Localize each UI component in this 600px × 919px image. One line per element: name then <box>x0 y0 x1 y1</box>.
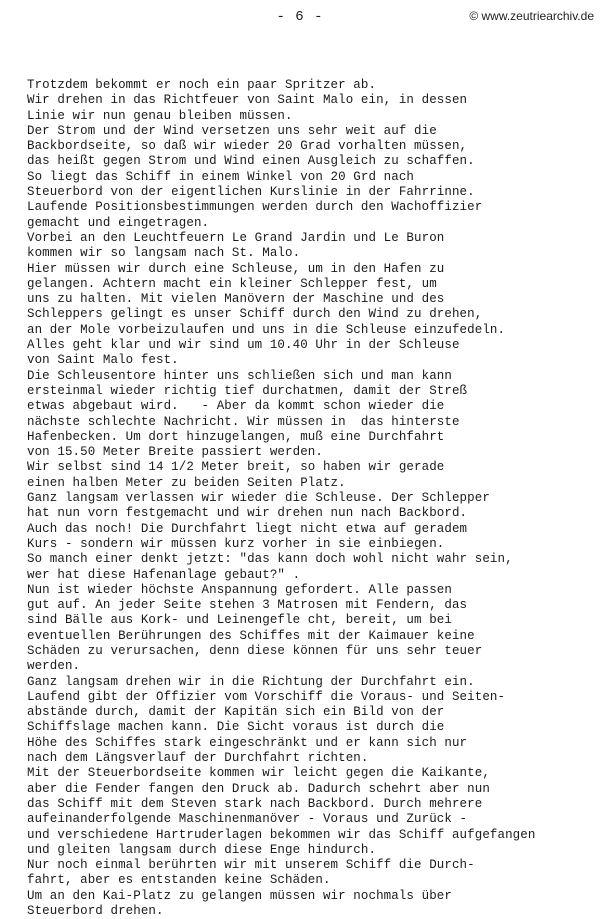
text-line: Wir drehen in das Richtfeuer von Saint Malo ein, in dessen <box>27 93 468 108</box>
text-line: Nur noch einmal berührten wir mit unserem Schiff die Durch- <box>27 858 475 873</box>
text-line: hat nun vorn festgemacht und wir drehen nun nach Backbord. <box>27 506 468 521</box>
text-line: Backbordseite, so daß wir wieder 20 Grad vorhalten müssen, <box>27 139 468 154</box>
text-line: Schleppers gelingt es unser Schiff durch den Wind zu drehen, <box>27 307 483 322</box>
text-line: ersteinmal wieder richtig tief durchatmen, damit der Streß <box>27 383 468 398</box>
text-line: etwas abgebaut wird. - Aber da kommt schon wieder die <box>27 399 445 414</box>
text-line: Schäden zu verursachen, denn diese können für uns sehr teuer <box>27 643 483 658</box>
text-line: Ganz langsam drehen wir in die Richtung der Durchfahrt ein. <box>27 674 475 689</box>
text-line: aber die Fender fangen den Druck ab. Dadurch schehrt aber nun <box>27 781 490 796</box>
text-line: das heißt gegen Strom und Wind einen Ausgleich zu schaffen. <box>27 154 475 169</box>
text-line: Ganz langsam verlassen wir wieder die Schleuse. Der Schlepper <box>27 491 490 506</box>
text-line: Kurs - sondern wir müssen kurz vorher in sie einbiegen. <box>27 536 445 551</box>
text-line: kommen wir so langsam nach St. Malo. <box>27 246 301 261</box>
text-line: abstände durch, damit der Kapitän sich ein Bild von der <box>27 705 445 720</box>
text-line: Mit der Steuerbordseite kommen wir leicht gegen die Kaikante, <box>27 766 490 781</box>
text-line: von 15.50 Meter Breite passiert werden. <box>27 445 323 460</box>
text-line: gelangen. Achtern macht ein kleiner Schlepper fest, um <box>27 276 437 291</box>
text-line: eventuellen Berührungen des Schiffes mit der Kaimauer keine <box>27 628 475 643</box>
text-line: Um an den Kai-Platz zu gelangen müssen wir nochmals über <box>27 888 452 903</box>
text-line: gut auf. An jeder Seite stehen 3 Matrosen mit Fendern, das <box>27 598 468 613</box>
text-line: Laufend gibt der Offizier vom Vorschiff die Voraus- und Seiten- <box>27 689 506 704</box>
text-line: Nun ist wieder höchste Anspannung gefordert. Alle passen <box>27 582 452 597</box>
text-line: Wir selbst sind 14 1/2 Meter breit, so haben wir gerade <box>27 460 445 475</box>
text-line: nächste schlechte Nachricht. Wir müssen in das hinterste <box>27 414 460 429</box>
copyright-notice: © www.zeutriearchiv.de <box>469 9 594 23</box>
text-line: sind Bälle aus Kork- und Leinengefle cht, bereit, um bei <box>27 613 452 628</box>
typewritten-body-text <box>27 78 597 919</box>
text-line: Schiffslage machen kann. Die Sicht voraus ist durch die <box>27 720 445 735</box>
text-line: So manch einer denkt jetzt: "das kann doch wohl nicht wahr sein, <box>27 552 513 567</box>
text-line: fahrt, aber es entstanden keine Schäden. <box>27 873 331 888</box>
text-line: werden. <box>27 659 81 674</box>
text-line: gemacht und eingetragen. <box>27 215 210 230</box>
text-line: nach dem Längsverlauf der Durchfahrt richten. <box>27 751 369 766</box>
text-line: an der Mole vorbeizulaufen und uns in die Schleuse einzufedeln. <box>27 322 506 337</box>
text-line: So liegt das Schiff in einem Winkel von 20 Grd nach <box>27 169 415 184</box>
text-line: Höhe des Schiffes stark eingeschränkt und er kann sich nur <box>27 735 468 750</box>
text-line: das Schiff mit dem Steven stark nach Backbord. Durch mehrere <box>27 796 483 811</box>
text-line: Die Schleusentore hinter uns schließen sich und man kann <box>27 368 452 383</box>
text-line: wer hat diese Hafenanlage gebaut?" . <box>27 567 301 582</box>
text-line: Linie wir nun genau bleiben müssen. <box>27 108 293 123</box>
text-line: Alles geht klar und wir sind um 10.40 Uhr in der Schleuse <box>27 338 460 353</box>
text-line: Laufende Positionsbestimmungen werden durch den Wachoffizier <box>27 200 483 215</box>
page-number: - 6 - <box>276 9 324 25</box>
text-line: Auch das noch! Die Durchfahrt liegt nicht etwa auf geradem <box>27 521 468 536</box>
text-line: Hafenbecken. Um dort hinzugelangen, muß eine Durchfahrt <box>27 429 445 444</box>
text-line: Der Strom und der Wind versetzen uns sehr weit auf die <box>27 123 437 138</box>
text-line: Hier müssen wir durch eine Schleuse, um in den Hafen zu <box>27 261 445 276</box>
text-line: von Saint Malo fest. <box>27 353 179 368</box>
text-line: einen halben Meter zu beiden Seiten Platz. <box>27 475 346 490</box>
text-line: Vorbei an den Leuchtfeuern Le Grand Jardin und Le Buron <box>27 230 445 245</box>
text-line: aufeinanderfolgende Maschinenmanöver - Voraus und Zurück - <box>27 812 468 827</box>
text-line: Trotzdem bekommt er noch ein paar Spritzer ab. <box>27 78 377 92</box>
text-line: Steuerbord drehen. <box>27 904 164 919</box>
text-line: und verschiedene Hartruderlagen bekommen wir das Schiff aufgefangen <box>27 827 536 842</box>
text-line: Steuerbord von der eigentlichen Kurslinie in der Fahrrinne. <box>27 185 475 200</box>
text-line: und gleiten langsam durch diese Enge hindurch. <box>27 842 377 857</box>
text-line: uns zu halten. Mit vielen Manövern der Maschine und des <box>27 292 445 307</box>
